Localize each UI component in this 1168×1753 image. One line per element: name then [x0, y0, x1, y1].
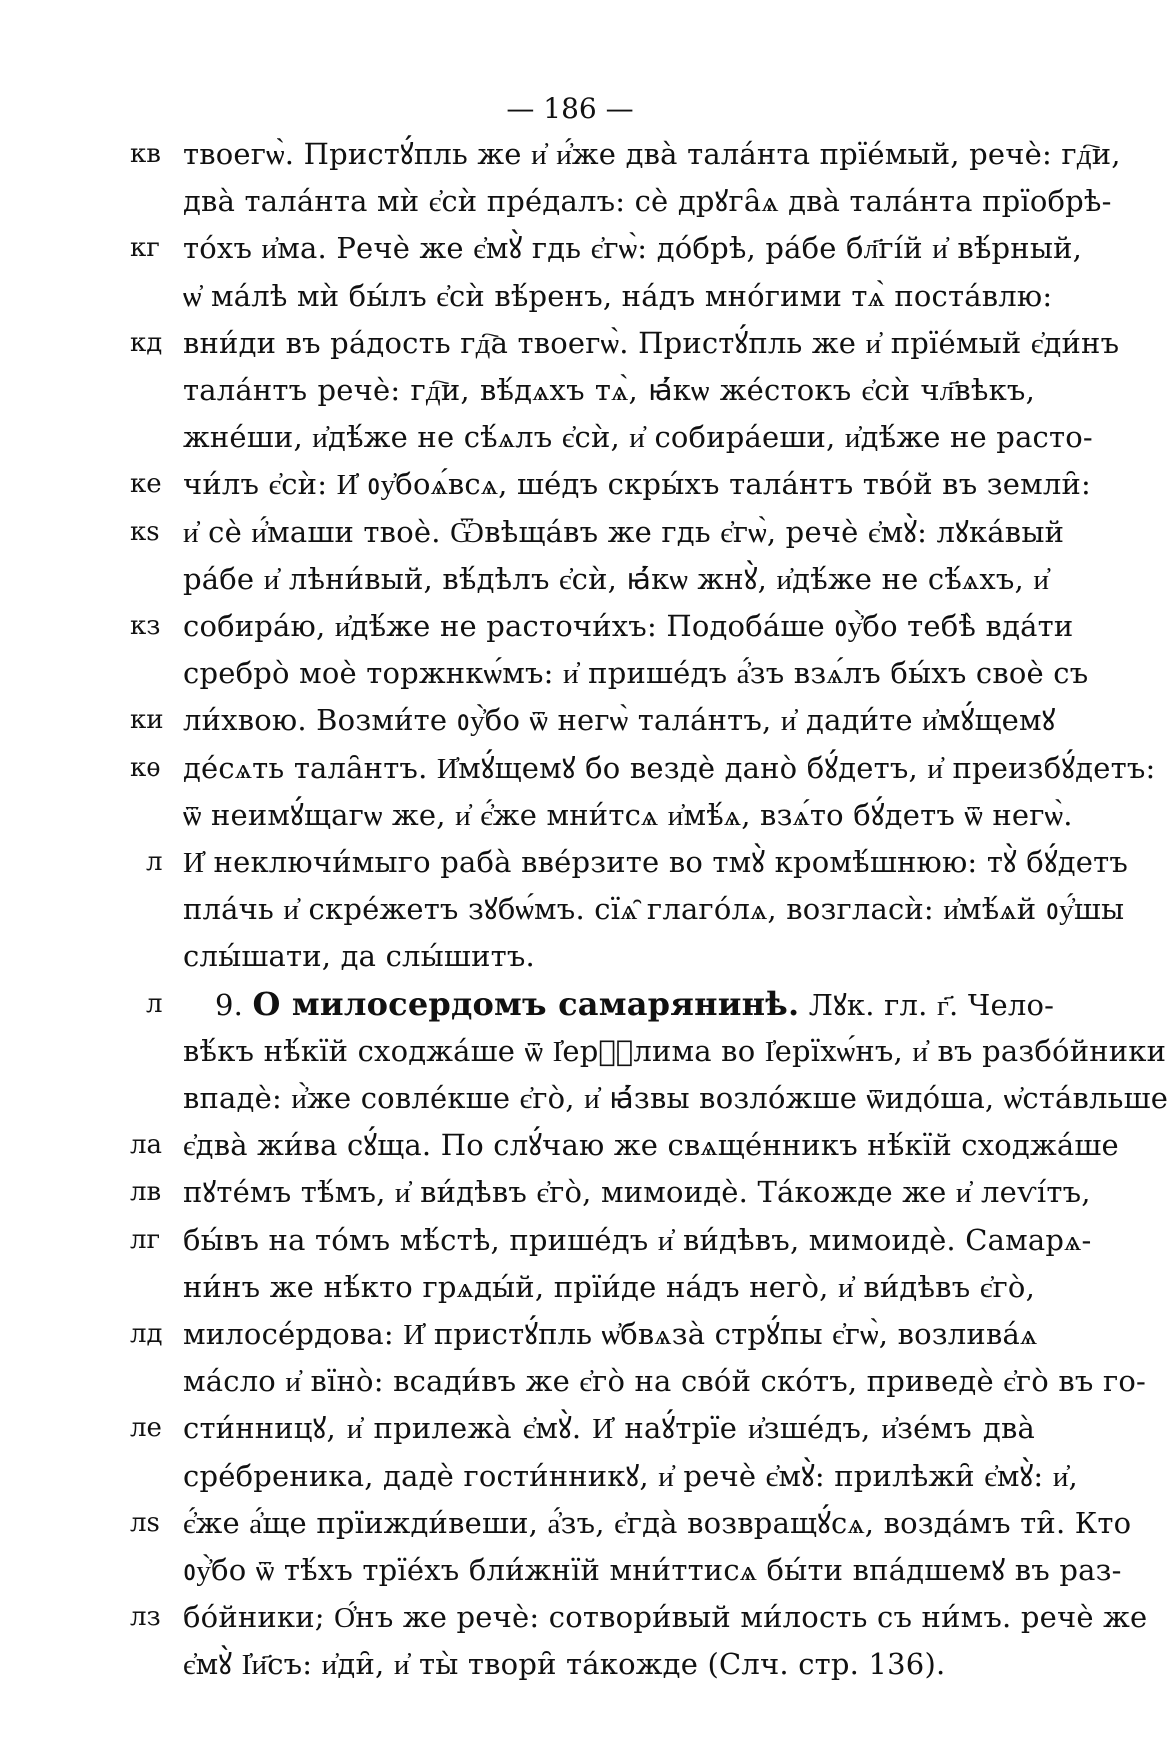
verse-text: сти́нницꙋ, и҆ прилежа̀ є҆мꙋ̀. И҆ наꙋ́трїе и҆зше́дъ, и҆зе́мъ два̀ [183, 1411, 1035, 1446]
text-line [0, 411, 1140, 463]
verse-text: ᲂу҆̀бо ѿ тѣ́хъ трїе́хъ бли́жнїй мни́ттисѧ бы́ти впа́дшемꙋ въ раз- [183, 1553, 1122, 1587]
text-line [0, 1544, 1140, 1596]
verse-text: чи́лъ є҆сѝ: И҆ ᲂу҆боѧ́всѧ, ше́дъ скры́хъ тала́нтъ тво́й въ земли̑: [183, 467, 1092, 502]
text-line [0, 1214, 1140, 1266]
verse-text: собира́ю, и҆дѣ́же не расточи́хъ: Подоба́ше ᲂу҆̀бо тебѣ̀ вда́ти [183, 609, 1074, 643]
text-line [0, 506, 1140, 558]
text-line [0, 600, 1140, 652]
verse-number: лз [130, 1602, 161, 1633]
verse-number: кѳ [130, 752, 161, 783]
text-line [0, 175, 1140, 227]
text-line [0, 1591, 1148, 1643]
verse-text: ли́хвою. Возми́те ᲂу҆̀бо ѿ негѡ̀ тала́нтъ, и҆ дади́те и҆мꙋ́щемꙋ [183, 703, 1056, 738]
verse-text: сребро̀ моѐ торжнкѡ́мъ: и҆ прише́дъ а҆́зъ взѧ́лъ бы́хъ своѐ съ [183, 656, 1089, 691]
text-line [0, 1638, 1140, 1690]
text-line [0, 1497, 1140, 1549]
verse-text: є҆два̀ жи́ва сꙋ́ща. По слꙋ́чаю же свѧще́нникъ нѣ́кїй сходжа́ше [183, 1128, 1119, 1163]
section-heading: О милосердомъ самарянинѣ. [252, 984, 800, 1023]
page-number: — 186 — [506, 92, 634, 125]
verse-text: тала́нтъ речѐ: гд҇и, вѣ́дѧхъ тѧ̀, ꙗ҆́кѡ же́стокъ є҆сѝ чл҃вѣкъ, [183, 373, 1035, 407]
verse-text: пꙋте́мъ тѣ́мъ, и҆ ви́дѣвъ є҆го̀, мимоидѐ. Та́кожде же и҆ леѵі́тъ, [183, 1175, 1091, 1210]
verse-text: И҆ неключи́мыго раба̀ вве́рзите во тмꙋ̀ кромѣ́шнюю: тꙋ̀ бꙋ́детъ [183, 845, 1129, 879]
text-line [0, 836, 1140, 888]
verse-text: милосе́рдова: И҆ пристꙋ́пль ѡ҆бвѧза̀ стрꙋ́пы є҆гѡ̀, возлива́ѧ [183, 1317, 1038, 1351]
verse-text: ни́нъ же нѣ́кто грѧды́й, прїи́де на́дъ него̀, и҆ ви́дѣвъ є҆го̀, [183, 1269, 1035, 1304]
text-line [0, 458, 1140, 510]
verse-text: твоегѡ̀. Пристꙋ́пль же и҆ и҆́же два̀ тала́нта прїе́мый, речѐ: гд҇и, [183, 137, 1121, 171]
text-line [0, 1119, 1140, 1171]
verse-text: и҆ сѐ и҆́маши твоѐ. Ѿвѣща́въ же гдь є҆гѡ̀, речѐ є҆мꙋ̀: лꙋка́вый [183, 514, 1065, 549]
verse-number: л [146, 988, 163, 1019]
text-line [0, 553, 1140, 605]
text-line [0, 128, 1140, 180]
text-line [0, 1450, 1140, 1502]
verse-number: кв [130, 139, 161, 169]
section-number: 9. [215, 987, 253, 1022]
text-line [0, 1355, 1146, 1407]
text-line [0, 694, 1140, 746]
verse-text: де́сѧть тала̑нтъ. И҆мꙋ́щемꙋ бо вездѐ дано̀ бꙋ́детъ, и҆ преизбꙋ́детъ: [183, 750, 1156, 785]
verse-number: кг [130, 233, 160, 264]
verse-number: ке [130, 469, 162, 500]
verse-number: ки [130, 705, 164, 736]
verse-text: жне́ши, и҆дѣ́же не сѣ́ѧлъ є҆сѝ, и҆ собира́еши, и҆дѣ́же не расто- [183, 420, 1093, 455]
verse-text: два̀ тала́нта мѝ є҆сѝ пре́далъ: сѐ дрꙋга̑ѧ два̀ тала́нта прїобрѣ- [183, 184, 1112, 219]
verse-text: є҆мꙋ̀ І҆и҃съ: и҆ди̑, и҆ ты̀ твори̑ та́кожде (Слч. стр. 136). [183, 1647, 946, 1682]
text-line [0, 930, 1140, 982]
text-line [0, 742, 1156, 794]
verse-text: вни́ди въ ра́дость гд҇а твоегѡ̀. Пристꙋ́пль же и҆ прїе́мый є҆ди́нъ [183, 325, 1120, 360]
verse-number: лг [130, 1224, 161, 1255]
verse-number: ле [130, 1413, 162, 1444]
text-line [0, 789, 1140, 841]
verse-text: ра́бе и҆ лѣни́вый, вѣ́дѣлъ є҆сѝ, ꙗ҆́кѡ жнꙋ̀, и҆дѣ́же не сѣ́ѧхъ, и҆ [183, 561, 1050, 596]
text-line [0, 1261, 1140, 1313]
verse-number: кз [130, 611, 161, 641]
text-line [0, 317, 1140, 369]
verse-text: слы́шати, да слы́шитъ. [183, 939, 535, 974]
text-line [0, 647, 1140, 699]
heading-tail: Лꙋк. гл. г҃. Чело- [799, 987, 1055, 1022]
verse-text: сре́бреника, дадѐ гости́нникꙋ, и҆ речѐ є҆мꙋ̀: прилѣжи̑ є҆мꙋ̀: и҆, [183, 1458, 1078, 1493]
text-line [0, 1308, 1140, 1360]
verse-text: ѡ҆ ма́лѣ мѝ бы́лъ є҆сѝ вѣ́ренъ, на́дъ мно́гими тѧ̀ поста́влю: [183, 278, 1053, 313]
section-heading-line [215, 978, 1055, 1031]
verse-number: лѕ [130, 1507, 160, 1538]
text-line [0, 1166, 1140, 1218]
verse-text: пла́чь и҆ скре́жетъ зꙋбѡ́мъ. сїѧ̑ глаго́лѧ, возгласѝ: и҆мѣ́ѧй ᲂу҆́шы [183, 892, 1125, 927]
verse-text: то́хъ и҆ма. Речѐ же є҆мꙋ̀ гдь є҆гѡ̀: до́брѣ, ра́бе бл҃гі́й и҆ вѣ́рный, [183, 231, 1083, 266]
text-line [0, 270, 1140, 322]
verse-number: кѕ [130, 516, 160, 547]
verse-number: лв [130, 1177, 162, 1208]
verse-text: впадѐ: и҆̀же совле́кше є҆го̀, и҆ ꙗ҆́звы возло́жше ѿидо́ша, ѡ҆ста́вльше [183, 1081, 1168, 1115]
verse-text: ѿ неимꙋ́щагѡ же, и҆ є҆́же мни́тсѧ и҆мѣ́ѧ, взѧ́то бꙋ́детъ ѿ негѡ̀. [183, 797, 1073, 832]
verse-text: ма́сло и҆ вїно̀: всади́въ же є҆го̀ на сво́й ско́тъ, приведѐ є҆го̀ въ го- [183, 1364, 1146, 1399]
verse-text: є҆́же а҆́ще прїижди́веши, а҆́зъ, є҆гда̀ возвращꙋ́сѧ, возда́мъ ти̑. Кто [183, 1505, 1132, 1540]
text-line [0, 1072, 1168, 1124]
text-line [0, 978, 1140, 1030]
text-line [0, 222, 1140, 274]
text-line [0, 1402, 1140, 1454]
text-line [0, 1025, 1167, 1077]
text-line [0, 883, 1140, 935]
verse-number: л [146, 847, 163, 877]
verse-number: лд [130, 1319, 163, 1349]
verse-number: ла [130, 1130, 163, 1161]
verse-text: бо́йники; О҆́нъ же речѐ: сотвори́вый ми́лость съ ни́мъ. речѐ же [183, 1600, 1148, 1635]
verse-number: кд [130, 327, 163, 358]
verse-text: вѣ́къ нѣ́кїй сходжа́ше ѿ І҆ерⷭ҇лима во І҆ерїхѡ́нъ, и҆ въ разбо́йники [183, 1033, 1167, 1068]
text-line [0, 364, 1140, 416]
verse-text: бы́въ на то́мъ мѣ́стѣ, прише́дъ и҆ ви́дѣвъ, мимоидѐ. Самарѧ- [183, 1222, 1092, 1257]
